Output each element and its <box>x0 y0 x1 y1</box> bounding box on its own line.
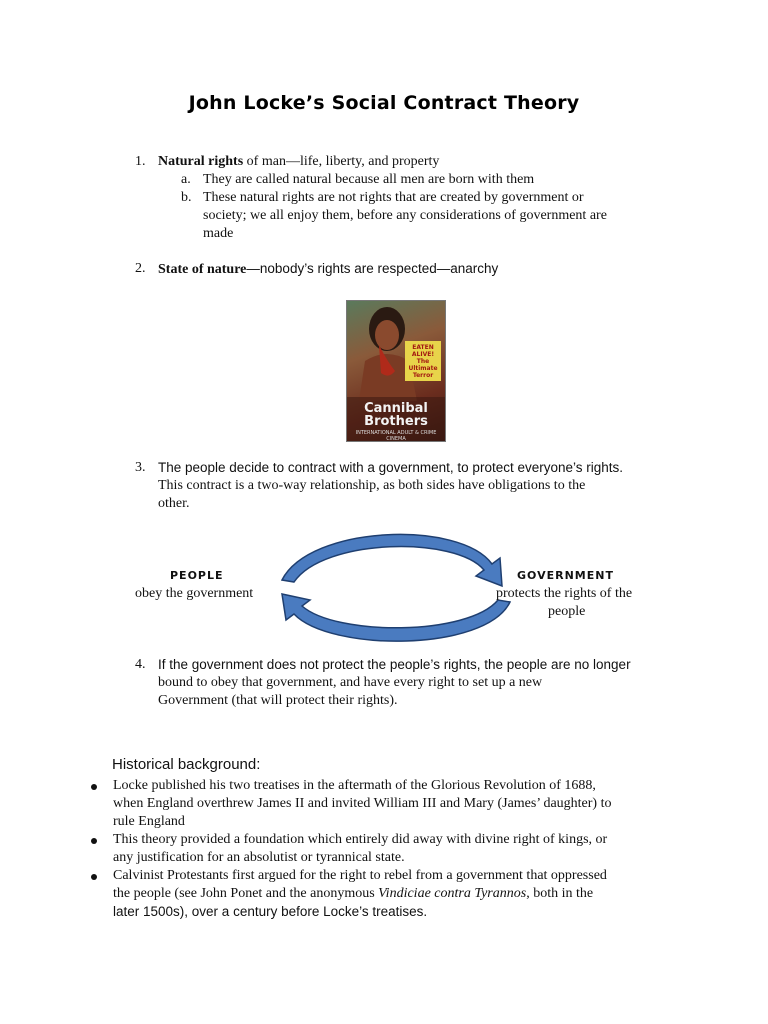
top-arrow <box>282 534 502 586</box>
vindiciae-title: Vindiciae contra Tyrannos <box>378 886 527 901</box>
historical-bullet1-line2: when England overthrew James II and invited William III and Mary (James’ daughter) to <box>113 796 612 811</box>
historical-bullet2-line1: This theory provided a foundation which entirely did away with divine right of kings, or <box>113 832 608 847</box>
bullet-dot-1 <box>91 784 97 790</box>
sub-letter-a: a. <box>181 172 191 187</box>
historical-bullet1-line1: Locke published his two treatises in the aftermath of the Glorious Revolution of 1688, <box>113 778 596 793</box>
sub-item-b-line3: made <box>203 226 234 241</box>
item3-line1: The people decide to contract with a government, to protect everyone’s rights. <box>158 460 624 475</box>
bullet-dot-2 <box>91 838 97 844</box>
list-number-2: 2. <box>135 261 146 276</box>
people-description: obey the government <box>135 586 254 601</box>
item4-line2: bound to obey that government, and have every right to set up a new <box>158 675 543 690</box>
list-number-1: 1. <box>135 154 146 169</box>
list-number-3: 3. <box>135 460 146 475</box>
item3-line3: other. <box>158 496 190 511</box>
natural-rights-text: of man—life, liberty, and property <box>243 154 440 169</box>
bottom-arrow <box>282 594 510 641</box>
government-description-line2: people <box>548 604 586 619</box>
historical-background-heading: Historical background: <box>112 756 261 773</box>
cannibal-brothers-poster-image <box>346 300 446 442</box>
poster-badge: EATEN ALIVE! The Ultimate Terror <box>405 341 441 381</box>
historical-bullet3-line3: later 1500s), over a century before Locke’s treatises. <box>113 904 428 919</box>
poster-title-line1: Cannibal <box>364 401 428 416</box>
sub-letter-b: b. <box>181 190 192 205</box>
bullet-dot-3 <box>91 874 97 880</box>
poster-title-line2: Brothers <box>364 414 428 429</box>
item4-line1: If the government does not protect the people’s rights, the people are no longer <box>158 657 631 672</box>
historical-bullet3-line2 <box>113 885 593 903</box>
page-title: John Locke’s Social Contract Theory <box>188 92 580 114</box>
sub-item-b-line1: These natural rights are not rights that are created by government or <box>203 190 584 205</box>
historical-bullet2-line2: any justification for an absolutist or tyrannical state. <box>113 850 405 865</box>
cycle-diagram-arrows <box>260 520 520 650</box>
state-of-nature-text: —nobody’s rights are respected—anarchy <box>246 261 499 276</box>
item3-line2: This contract is a two-way relationship, as both sides have obligations to the <box>158 478 586 493</box>
term-state-of-nature: State of nature <box>158 262 247 277</box>
historical-bullet1-line3: rule England <box>113 814 185 829</box>
government-description-line1: protects the rights of the <box>496 586 633 601</box>
sub-item-a: They are called natural because all men are born with them <box>203 172 535 187</box>
poster-credits: INTERNATIONAL ADULT & CRIME CINEMA <box>355 430 437 442</box>
list-number-4: 4. <box>135 657 146 672</box>
bullet3-text-after: , both in the <box>526 886 594 901</box>
sub-item-b-line2: society; we all enjoy them, before any considerations of government are <box>203 208 607 223</box>
bullet3-text-before: the people (see John Ponet and the anonymous <box>113 886 379 901</box>
term-natural-rights: Natural rights <box>158 154 244 169</box>
historical-bullet3-line1: Calvinist Protestants first argued for the right to rebel from a government that oppressed <box>113 868 607 883</box>
list-item-natural-rights <box>158 153 439 171</box>
people-label: PEOPLE <box>170 569 224 582</box>
item4-line3: Government (that will protect their rights). <box>158 693 398 708</box>
list-item-state-of-nature <box>158 260 498 279</box>
government-label: GOVERNMENT <box>517 569 614 582</box>
